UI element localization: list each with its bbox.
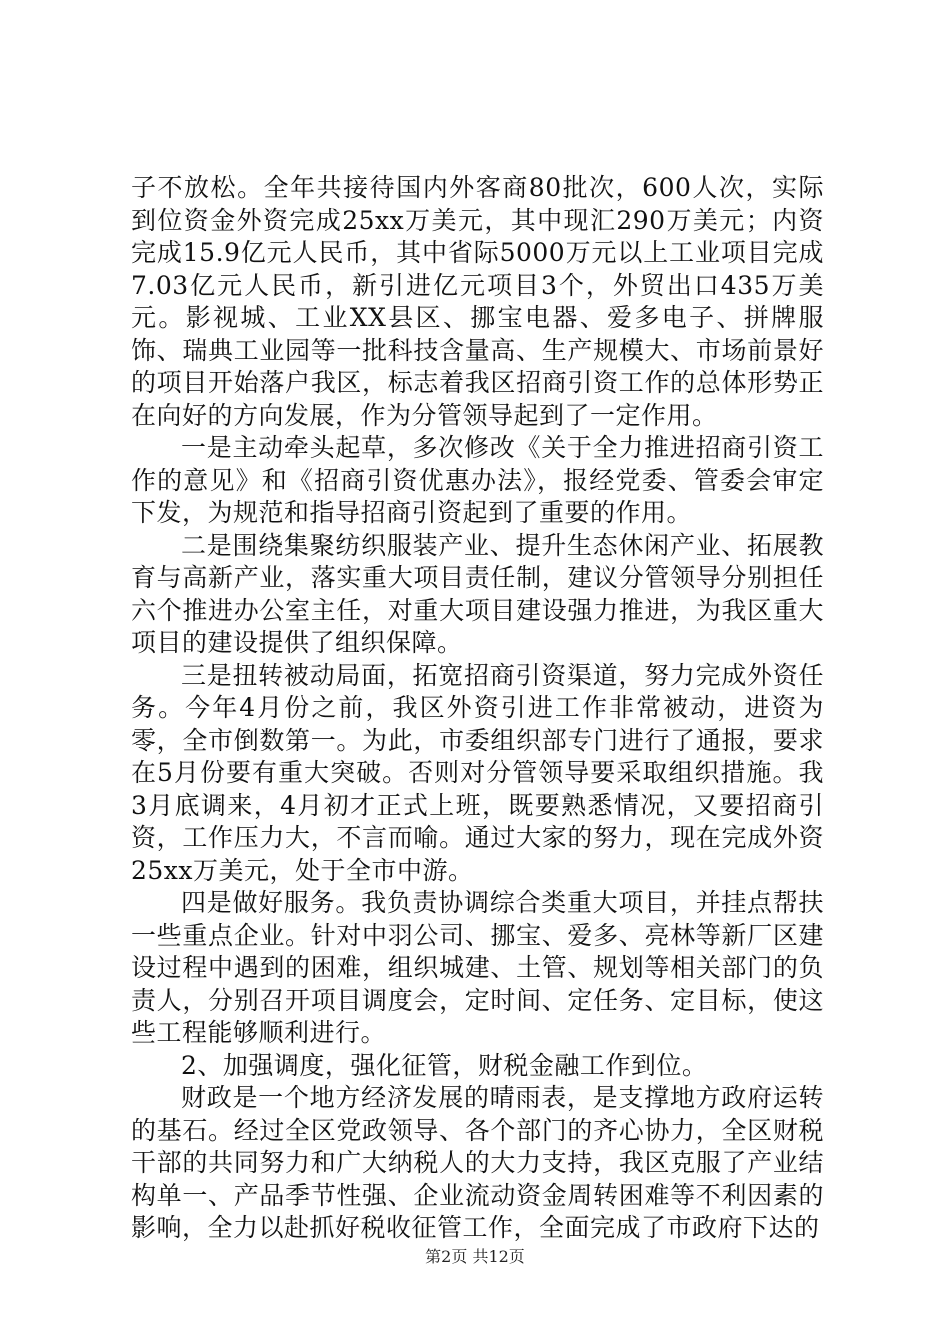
document-body — [131, 172, 824, 1245]
paragraph-item-three: 三是扭转被动局面，拓宽招商引资渠道，努力完成外资任务。今年4月份之前，我区外资引进工作非常被动，进资为零，全市倒数第一。为此，市委组织部专门进行了通报，要求在5月份要有重大突破。否则对分管领导要采取组织措施。我3月底调来，4月初才正式上班，既要熟悉情况，又要招商引资，工作压力大，不言而喻。通过大家的努力，现在完成外资25xx万美元，处于全市中游。 — [131, 660, 824, 885]
section-heading: 2、加强调度，强化征管，财税金融工作到位。 — [181, 1050, 708, 1080]
paragraph-item-four: 四是做好服务。我负责协调综合类重大项目，并挂点帮扶一些重点企业。针对中羽公司、挪宝、爱多、亮林等新厂区建设过程中遇到的困难，组织城建、土管、规划等相关部门的负责人，分别召开项目调度会，定时间、定任务、定目标，使这些工程能够顺利进行。 — [131, 888, 824, 1047]
page-number-footer: 第2页 共12页 — [425, 1247, 525, 1266]
paragraph-continuation: 子不放松。全年共接待国内外客商80批次，600人次，实际到位资金外资完成25xx万美元，其中现汇290万美元；内资完成15.9亿元人民币，其中省际5000万元以上工业项目完成7.03亿元人民币，新引进亿元项目3个，外贸出口435万美元。影视城、工业XX县区、挪宝电器、爱多电子、拼牌服饰、瑞典工业园等一批科技含量高、生产规模大、市场前景好的项目开始落户我区，标志着我区招商引资工作的总体形势正在向好的方向发展，作为分管领导起到了一定作用。 — [131, 173, 824, 430]
paragraph-item-one: 一是主动牵头起草，多次修改《关于全力推进招商引资工作的意见》和《招商引资优惠办法》，报经党委、管委会审定下发，为规范和指导招商引资起到了重要的作用。 — [131, 433, 824, 527]
paragraph-item-two: 二是围绕集聚纺织服装产业、提升生态休闲产业、拓展教育与高新产业，落实重大项目责任制，建议分管领导分别担任六个推进办公室主任，对重大项目建设强力推进，为我区重大项目的建设提供了组织保障。 — [131, 530, 824, 657]
paragraph-finance: 财政是一个地方经济发展的晴雨表，是支撑地方政府运转的基石。经过全区党政领导、各个部门的齐心协力，全区财税干部的共同努力和广大纳税人的大力支持，我区克服了产业结构单一、产品季节性强、企业流动资金周转困难等不利因素的影响，全力以赴抓好税收征管工作，全面完成了市政府下达的 — [131, 1083, 824, 1242]
